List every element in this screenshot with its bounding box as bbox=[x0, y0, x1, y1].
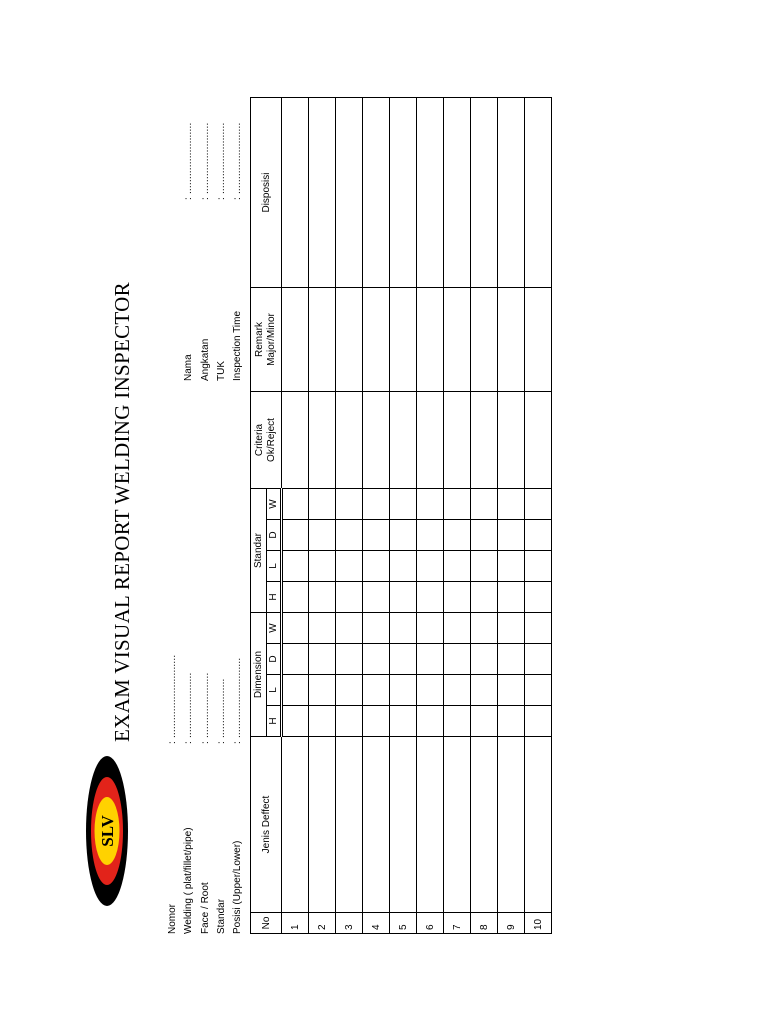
report-title: EXAM VISUAL REPORT WELDING INSPECTOR bbox=[110, 282, 134, 742]
dimension-d-cell[interactable] bbox=[336, 644, 363, 675]
field-label-welding: Welding ( plat/fillet/pipe) bbox=[183, 827, 194, 934]
row-number: 6 bbox=[417, 913, 444, 934]
field-value-standar[interactable]: : .................... bbox=[216, 678, 227, 744]
defect-cell[interactable] bbox=[309, 737, 336, 913]
dimension-d-cell[interactable] bbox=[471, 644, 498, 675]
disposisi-cell[interactable] bbox=[336, 98, 363, 288]
standar-d-cell[interactable] bbox=[417, 520, 444, 551]
criteria-cell[interactable] bbox=[309, 392, 336, 489]
defect-cell[interactable] bbox=[282, 737, 309, 913]
defect-cell[interactable] bbox=[471, 737, 498, 913]
field-label-nama: Nama bbox=[183, 354, 194, 381]
field-label-tuk: TUK bbox=[216, 361, 227, 381]
standar-h-cell[interactable] bbox=[336, 582, 363, 613]
remark-cell[interactable] bbox=[417, 288, 444, 392]
standar-l-cell[interactable] bbox=[282, 551, 309, 582]
standar-h-cell[interactable] bbox=[309, 582, 336, 613]
header-standar-w: W bbox=[267, 489, 282, 520]
dimension-d-cell[interactable] bbox=[309, 644, 336, 675]
dimension-h-cell[interactable] bbox=[390, 706, 417, 737]
row-number: 8 bbox=[471, 913, 498, 934]
table-row bbox=[471, 98, 498, 934]
field-value-posisi[interactable]: : ........................... bbox=[232, 657, 243, 744]
dimension-w-cell[interactable] bbox=[390, 613, 417, 644]
dimension-w-cell[interactable] bbox=[336, 613, 363, 644]
field-value-tuk[interactable]: : ........................ bbox=[216, 122, 227, 200]
header-remark-line2: Major/Minor bbox=[266, 313, 277, 366]
table-row bbox=[336, 98, 363, 934]
criteria-cell[interactable] bbox=[390, 392, 417, 489]
standar-h-cell[interactable] bbox=[363, 582, 390, 613]
disposisi-cell[interactable] bbox=[282, 98, 309, 288]
field-label-standar: Standar bbox=[216, 898, 227, 934]
disposisi-cell[interactable] bbox=[444, 98, 471, 288]
remark-cell[interactable] bbox=[498, 288, 525, 392]
header-dimension: Dimension bbox=[251, 613, 267, 737]
dimension-l-cell[interactable] bbox=[525, 675, 552, 706]
remark-cell[interactable] bbox=[525, 288, 552, 392]
standar-w-cell[interactable] bbox=[444, 489, 471, 520]
standar-d-cell[interactable] bbox=[525, 520, 552, 551]
row-number: 2 bbox=[309, 913, 336, 934]
field-label-inspection-time: Inspection Time bbox=[232, 310, 243, 381]
header-standar-d: D bbox=[267, 520, 282, 551]
table-row bbox=[444, 98, 471, 934]
field-value-inspection-time[interactable]: : ........................ bbox=[232, 122, 243, 200]
header-no: No bbox=[251, 913, 282, 934]
header-standar: Standar bbox=[251, 489, 267, 613]
standar-w-cell[interactable] bbox=[417, 489, 444, 520]
header-dimension-l: L bbox=[267, 675, 282, 706]
dimension-l-cell[interactable] bbox=[282, 675, 309, 706]
dimension-h-cell[interactable] bbox=[363, 706, 390, 737]
dimension-d-cell[interactable] bbox=[282, 644, 309, 675]
table-row bbox=[498, 98, 525, 934]
standar-l-cell[interactable] bbox=[363, 551, 390, 582]
remark-cell[interactable] bbox=[309, 288, 336, 392]
row-number: 1 bbox=[282, 913, 309, 934]
dimension-l-cell[interactable] bbox=[309, 675, 336, 706]
remark-cell[interactable] bbox=[444, 288, 471, 392]
defect-cell[interactable] bbox=[363, 737, 390, 913]
header-remark bbox=[251, 288, 282, 392]
remark-cell[interactable] bbox=[282, 288, 309, 392]
defect-cell[interactable] bbox=[444, 737, 471, 913]
disposisi-cell[interactable] bbox=[417, 98, 444, 288]
logo-text: SLV bbox=[98, 815, 117, 847]
field-label-face-root: Face / Root bbox=[200, 882, 211, 934]
dimension-h-cell[interactable] bbox=[498, 706, 525, 737]
dimension-d-cell[interactable] bbox=[417, 644, 444, 675]
row-number: 3 bbox=[336, 913, 363, 934]
standar-l-cell[interactable] bbox=[309, 551, 336, 582]
header-remark-line1: Remark bbox=[254, 322, 265, 358]
table-row bbox=[525, 98, 552, 934]
dimension-h-cell[interactable] bbox=[471, 706, 498, 737]
report-sheet bbox=[76, 0, 768, 1024]
inspection-table bbox=[250, 97, 552, 934]
dimension-w-cell[interactable] bbox=[471, 613, 498, 644]
row-number: 10 bbox=[525, 913, 552, 934]
dimension-d-cell[interactable] bbox=[498, 644, 525, 675]
dimension-l-cell[interactable] bbox=[471, 675, 498, 706]
standar-w-cell[interactable] bbox=[336, 489, 363, 520]
field-value-nomor[interactable]: : ............................ bbox=[167, 654, 178, 744]
standar-w-cell[interactable] bbox=[471, 489, 498, 520]
dimension-d-cell[interactable] bbox=[390, 644, 417, 675]
disposisi-cell[interactable] bbox=[390, 98, 417, 288]
header-criteria bbox=[251, 392, 282, 489]
standar-w-cell[interactable] bbox=[282, 489, 309, 520]
disposisi-cell[interactable] bbox=[498, 98, 525, 288]
field-label-nomor: Nomor bbox=[167, 903, 178, 934]
dimension-l-cell[interactable] bbox=[363, 675, 390, 706]
standar-d-cell[interactable] bbox=[309, 520, 336, 551]
field-label-posisi: Posisi (Upper/Lower) bbox=[232, 840, 243, 934]
standar-d-cell[interactable] bbox=[282, 520, 309, 551]
dimension-h-cell[interactable] bbox=[417, 706, 444, 737]
header-criteria-line2: Ok/Reject bbox=[266, 418, 277, 462]
table-row bbox=[417, 98, 444, 934]
dimension-l-cell[interactable] bbox=[444, 675, 471, 706]
dimension-w-cell[interactable] bbox=[444, 613, 471, 644]
field-label-angkatan: Angkatan bbox=[200, 338, 211, 381]
dimension-h-cell[interactable] bbox=[309, 706, 336, 737]
standar-h-cell[interactable] bbox=[282, 582, 309, 613]
dimension-w-cell[interactable] bbox=[498, 613, 525, 644]
disposisi-cell[interactable] bbox=[363, 98, 390, 288]
dimension-l-cell[interactable] bbox=[390, 675, 417, 706]
standar-h-cell[interactable] bbox=[444, 582, 471, 613]
standar-d-cell[interactable] bbox=[498, 520, 525, 551]
defect-cell[interactable] bbox=[336, 737, 363, 913]
header-disposisi: Disposisi bbox=[251, 98, 282, 288]
remark-cell[interactable] bbox=[471, 288, 498, 392]
standar-w-cell[interactable] bbox=[363, 489, 390, 520]
header-standar-h: H bbox=[267, 582, 282, 613]
dimension-h-cell[interactable] bbox=[336, 706, 363, 737]
field-value-nama[interactable]: : ........................ bbox=[183, 122, 194, 200]
standar-l-cell[interactable] bbox=[525, 551, 552, 582]
header-dimension-d: D bbox=[267, 644, 282, 675]
standar-d-cell[interactable] bbox=[444, 520, 471, 551]
dimension-l-cell[interactable] bbox=[417, 675, 444, 706]
dimension-h-cell[interactable] bbox=[282, 706, 309, 737]
standar-l-cell[interactable] bbox=[498, 551, 525, 582]
dimension-l-cell[interactable] bbox=[336, 675, 363, 706]
row-number: 9 bbox=[498, 913, 525, 934]
standar-w-cell[interactable] bbox=[309, 489, 336, 520]
standar-w-cell[interactable] bbox=[390, 489, 417, 520]
criteria-cell[interactable] bbox=[336, 392, 363, 489]
row-number: 5 bbox=[390, 913, 417, 934]
standar-w-cell[interactable] bbox=[498, 489, 525, 520]
standar-d-cell[interactable] bbox=[471, 520, 498, 551]
field-value-face-root[interactable]: : ...................... bbox=[200, 672, 211, 744]
standar-h-cell[interactable] bbox=[390, 582, 417, 613]
disposisi-cell[interactable] bbox=[471, 98, 498, 288]
table-row bbox=[309, 98, 336, 934]
dimension-w-cell[interactable] bbox=[525, 613, 552, 644]
standar-d-cell[interactable] bbox=[363, 520, 390, 551]
field-value-welding[interactable]: : ...................... bbox=[183, 672, 194, 744]
remark-cell[interactable] bbox=[363, 288, 390, 392]
standar-h-cell[interactable] bbox=[417, 582, 444, 613]
dimension-w-cell[interactable] bbox=[309, 613, 336, 644]
dimension-w-cell[interactable] bbox=[363, 613, 390, 644]
dimension-h-cell[interactable] bbox=[444, 706, 471, 737]
standar-l-cell[interactable] bbox=[444, 551, 471, 582]
remark-cell[interactable] bbox=[390, 288, 417, 392]
remark-cell[interactable] bbox=[336, 288, 363, 392]
dimension-d-cell[interactable] bbox=[363, 644, 390, 675]
standar-d-cell[interactable] bbox=[390, 520, 417, 551]
standar-l-cell[interactable] bbox=[417, 551, 444, 582]
standar-h-cell[interactable] bbox=[525, 582, 552, 613]
criteria-cell[interactable] bbox=[282, 392, 309, 489]
standar-l-cell[interactable] bbox=[336, 551, 363, 582]
dimension-d-cell[interactable] bbox=[444, 644, 471, 675]
criteria-cell[interactable] bbox=[417, 392, 444, 489]
criteria-cell[interactable] bbox=[363, 392, 390, 489]
header-criteria-line1: Criteria bbox=[254, 423, 265, 457]
header-dimension-h: H bbox=[267, 706, 282, 737]
dimension-w-cell[interactable] bbox=[417, 613, 444, 644]
criteria-cell[interactable] bbox=[471, 392, 498, 489]
table-row bbox=[390, 98, 417, 934]
criteria-cell[interactable] bbox=[498, 392, 525, 489]
criteria-cell[interactable] bbox=[444, 392, 471, 489]
field-value-angkatan[interactable]: : ........................ bbox=[200, 122, 211, 200]
standar-h-cell[interactable] bbox=[498, 582, 525, 613]
defect-cell[interactable] bbox=[417, 737, 444, 913]
table-row bbox=[363, 98, 390, 934]
standar-h-cell[interactable] bbox=[471, 582, 498, 613]
header-dimension-w: W bbox=[267, 613, 282, 644]
disposisi-cell[interactable] bbox=[525, 98, 552, 288]
header-standar-l: L bbox=[267, 551, 282, 582]
defect-cell[interactable] bbox=[498, 737, 525, 913]
standar-d-cell[interactable] bbox=[336, 520, 363, 551]
header-jenis-deffect: Jenis Deffect bbox=[251, 737, 282, 913]
dimension-l-cell[interactable] bbox=[498, 675, 525, 706]
dimension-h-cell[interactable] bbox=[525, 706, 552, 737]
row-number: 7 bbox=[444, 913, 471, 934]
table-row bbox=[282, 98, 309, 934]
dimension-d-cell[interactable] bbox=[525, 644, 552, 675]
standar-w-cell[interactable] bbox=[525, 489, 552, 520]
disposisi-cell[interactable] bbox=[309, 98, 336, 288]
row-number: 4 bbox=[363, 913, 390, 934]
standar-l-cell[interactable] bbox=[390, 551, 417, 582]
dimension-w-cell[interactable] bbox=[282, 613, 309, 644]
defect-cell[interactable] bbox=[390, 737, 417, 913]
defect-cell[interactable] bbox=[525, 737, 552, 913]
criteria-cell[interactable] bbox=[525, 392, 552, 489]
standar-l-cell[interactable] bbox=[471, 551, 498, 582]
